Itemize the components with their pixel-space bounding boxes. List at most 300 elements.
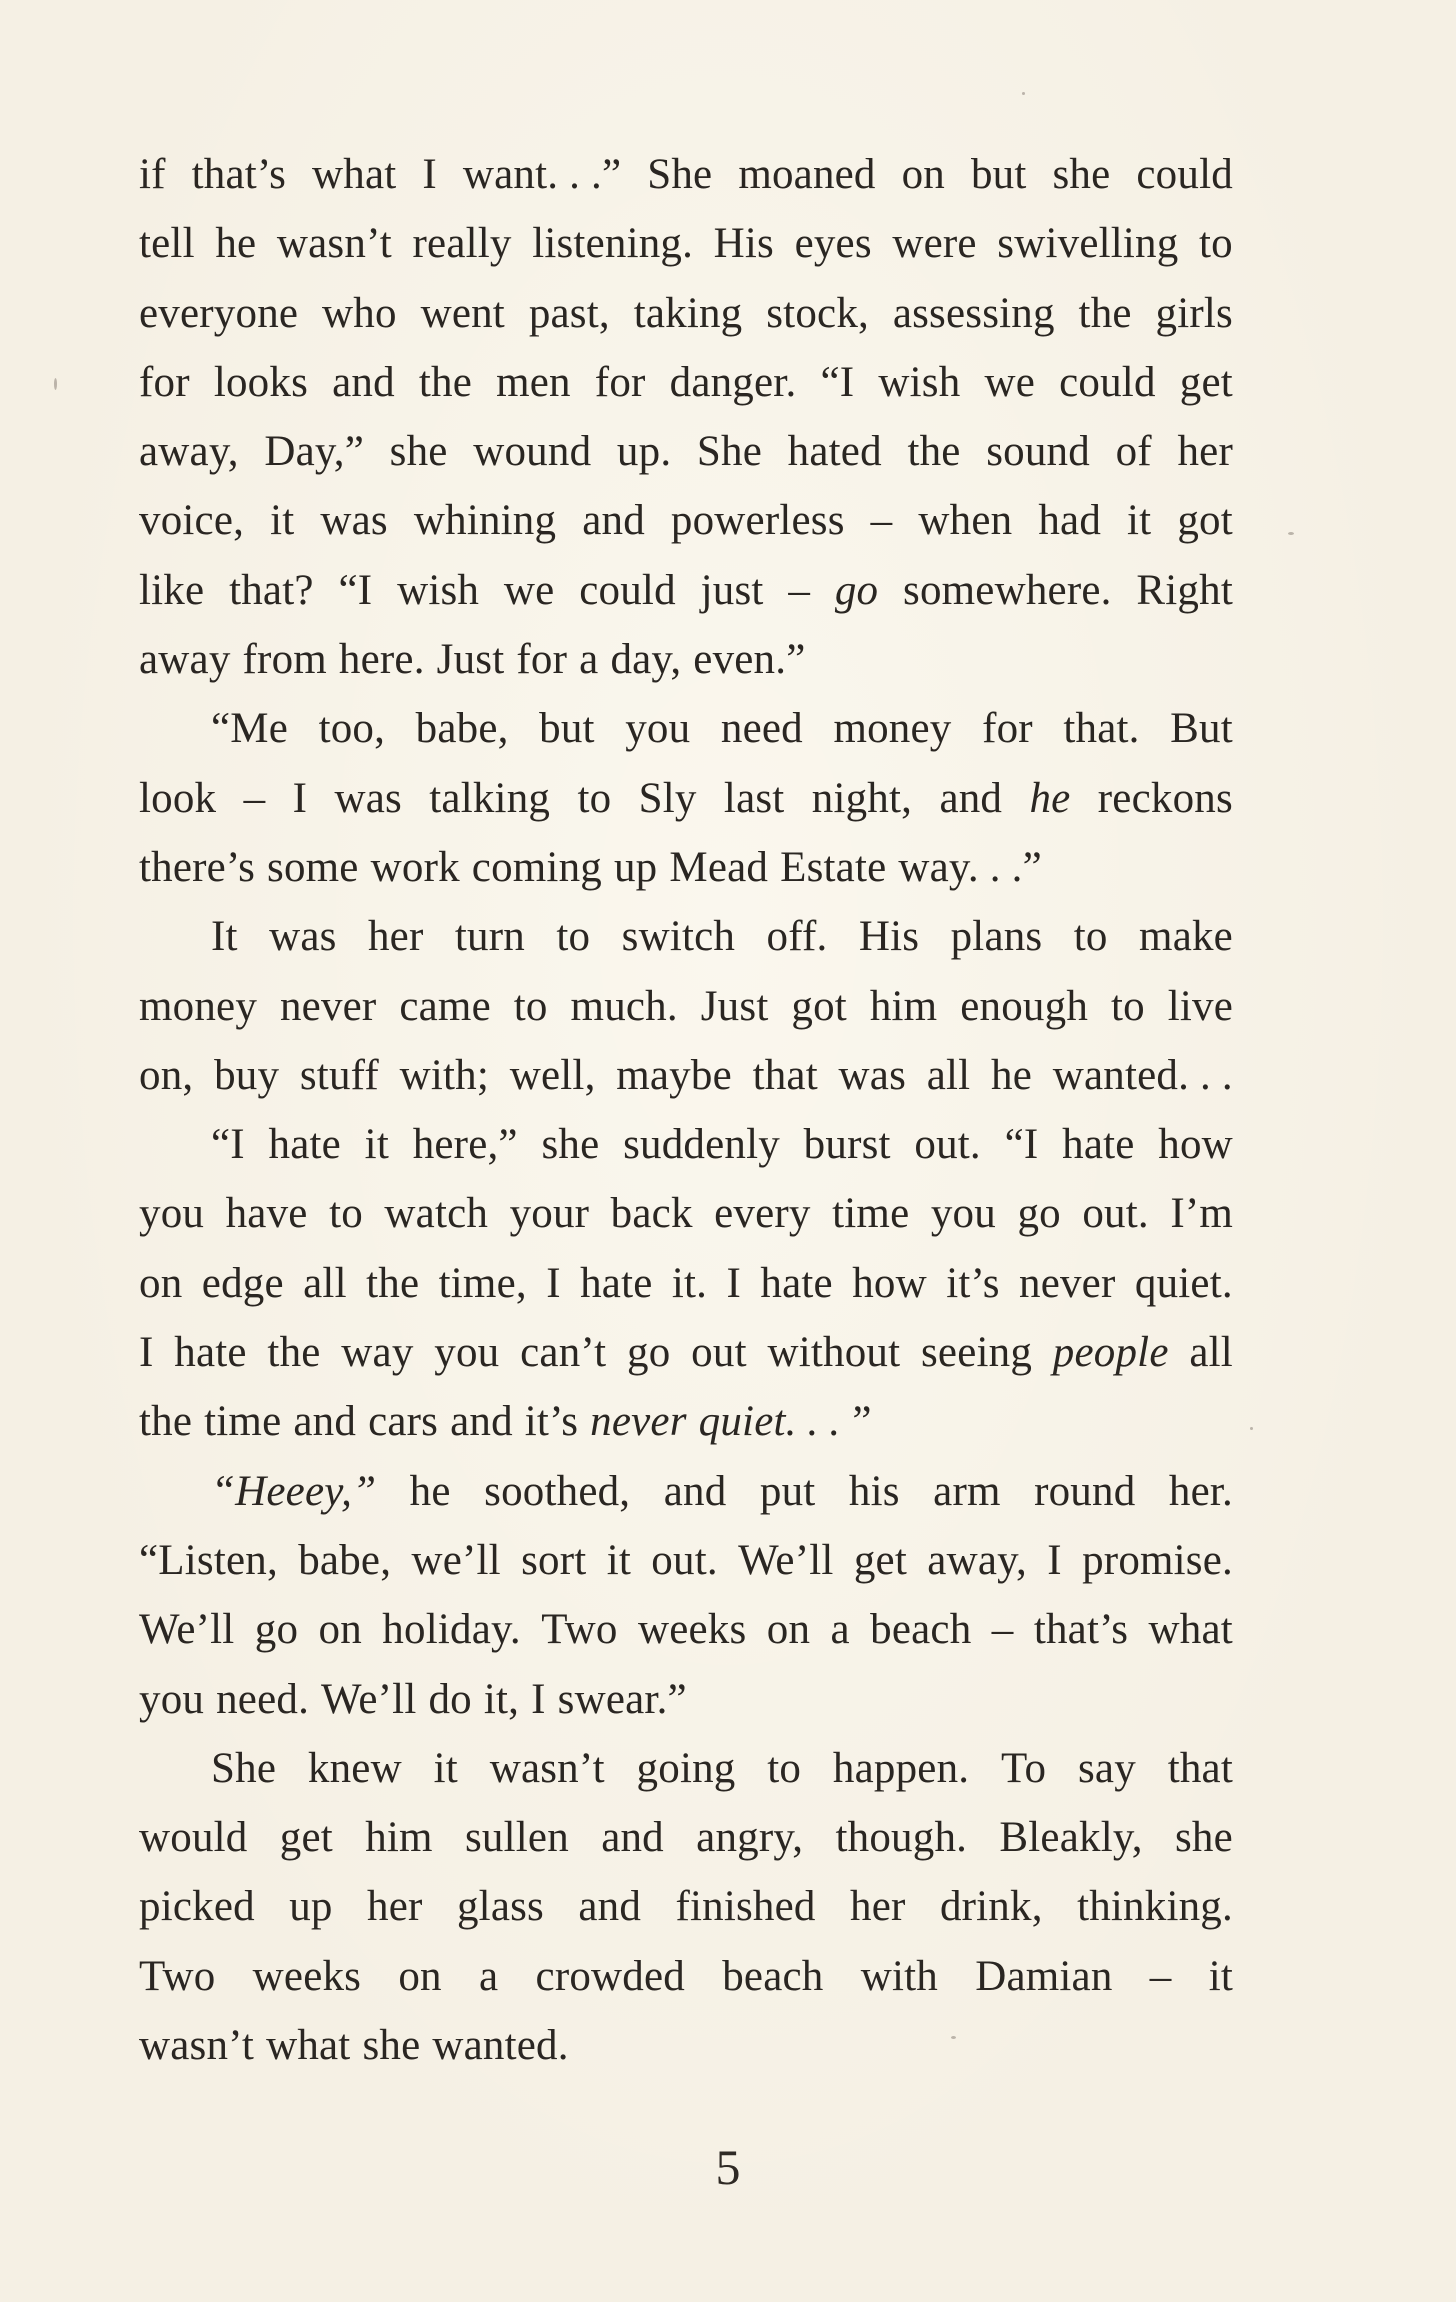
word: really (412, 220, 512, 268)
word: “Heeey,” (211, 1467, 377, 1515)
word: enough (960, 982, 1089, 1030)
word: got (791, 982, 847, 1030)
word: we’ll (411, 1536, 501, 1584)
word: and (582, 497, 645, 545)
word: talking (429, 774, 551, 822)
word: I (726, 1259, 742, 1307)
word: She (211, 1744, 277, 1792)
word: out. (914, 1121, 981, 1169)
word: I’m (1170, 1190, 1233, 1238)
word: for (516, 636, 568, 684)
word: and (939, 774, 1003, 822)
word: beach (722, 1952, 824, 2000)
word: that. (1063, 705, 1140, 753)
word: never (279, 982, 377, 1030)
word: quiet. (1134, 1259, 1233, 1307)
word: stock, (766, 289, 869, 337)
word: past, (528, 289, 610, 337)
word: to (1073, 913, 1108, 961)
word: out. (651, 1536, 718, 1584)
word: We’ll (738, 1536, 834, 1584)
word: was (334, 774, 402, 822)
word: need (720, 705, 803, 753)
word: you (625, 705, 691, 753)
word: day, (610, 636, 682, 684)
text-line (139, 2011, 1233, 2080)
text-line (139, 833, 1233, 902)
word: drink, (939, 1883, 1043, 1931)
text-line (139, 140, 1233, 209)
text-line (139, 1734, 1233, 1803)
word: came (399, 982, 491, 1030)
word: babe, (298, 1536, 392, 1584)
word: were (892, 220, 977, 268)
word: well, (509, 1051, 596, 1099)
word: and (450, 1398, 513, 1446)
word: she (541, 1121, 600, 1169)
word: – (243, 774, 266, 822)
word: to (329, 1190, 363, 1238)
word: it (364, 1121, 389, 1169)
word: hate (268, 1121, 341, 1169)
word: Just (436, 636, 505, 684)
word: we (503, 566, 555, 614)
word: Two (541, 1606, 618, 1654)
word: can’t (520, 1329, 607, 1377)
word: hated (787, 428, 882, 476)
text-line (139, 1595, 1233, 1664)
word: beach (870, 1606, 972, 1654)
word: it (606, 1536, 631, 1584)
word: but (970, 151, 1027, 198)
word: taking (633, 289, 743, 337)
word: she (1052, 151, 1111, 198)
word: you (139, 1190, 205, 1238)
word: money (139, 982, 258, 1030)
word: her (367, 1883, 423, 1931)
word: people (1052, 1329, 1169, 1377)
word: that’s (1033, 1606, 1129, 1654)
word: weeks (637, 1606, 747, 1654)
word: sound (986, 428, 1090, 476)
word: that? (229, 566, 314, 614)
text-line (139, 1665, 1233, 1734)
word: look (139, 774, 217, 822)
word: how (1158, 1121, 1233, 1169)
word: she (362, 2022, 421, 2070)
word: “I (338, 566, 373, 614)
word: To (1001, 1744, 1047, 1792)
word: Two (139, 1952, 216, 2000)
word: swear.” (557, 1675, 687, 1723)
word: promise. (1082, 1536, 1233, 1584)
word: off. (766, 913, 828, 961)
word: up (613, 843, 658, 891)
word: ” (852, 1398, 872, 1446)
word: go (254, 1606, 299, 1654)
word: for (139, 358, 190, 406)
word: some (267, 843, 359, 891)
page-speck (1288, 532, 1294, 535)
word: whining (413, 497, 557, 545)
word: I (546, 1259, 561, 1307)
word: a (579, 636, 599, 684)
word: “I (211, 1121, 245, 1169)
word: But (1170, 705, 1233, 753)
word: – (1149, 1952, 1172, 2000)
word: it’s (524, 1398, 579, 1446)
word: – (870, 497, 893, 545)
word: glass (456, 1883, 544, 1931)
word: We’ll (321, 1675, 417, 1723)
word: do (428, 1675, 472, 1723)
word: her. (1168, 1467, 1233, 1515)
word: watch (384, 1190, 489, 1238)
word: edge (201, 1259, 284, 1307)
word: put (759, 1467, 816, 1515)
word: switch (621, 913, 736, 961)
word: live (1167, 982, 1233, 1030)
word: him (365, 1814, 433, 1862)
text-line (139, 1457, 1233, 1526)
word: to (1110, 982, 1145, 1030)
word: seeing (920, 1329, 1033, 1377)
word: could (579, 566, 676, 614)
word: away, (927, 1536, 1027, 1584)
word: I (1047, 1536, 1062, 1584)
word: “I (1004, 1121, 1039, 1169)
word: you (434, 1329, 500, 1377)
word: powerless (670, 497, 845, 545)
word: to (577, 774, 612, 822)
word: say (1077, 1744, 1136, 1792)
word: wish (397, 566, 480, 614)
text-line (139, 209, 1233, 278)
word: looks (213, 358, 309, 406)
text-line (139, 972, 1233, 1041)
word: danger. (669, 358, 797, 406)
word: go (627, 1329, 671, 1377)
word: Mead (669, 843, 769, 891)
word: holiday. (382, 1606, 521, 1654)
word: him (869, 982, 938, 1030)
word: all (1189, 1329, 1233, 1377)
word: up (289, 1883, 333, 1931)
word: you (139, 1675, 205, 1723)
word: She (647, 151, 713, 198)
word: Day,” (264, 428, 365, 476)
word: the (139, 1398, 193, 1446)
text-line (139, 1387, 1233, 1456)
word: wish (878, 358, 961, 406)
word: and (601, 1814, 664, 1862)
text-line (139, 556, 1233, 625)
word: too, (318, 705, 386, 753)
text-line (139, 486, 1233, 555)
text-line (139, 1318, 1233, 1387)
word: up. (616, 428, 672, 476)
word: turn (454, 913, 525, 961)
word: she (389, 428, 448, 476)
text-line (139, 417, 1233, 486)
word: he (991, 1051, 1033, 1099)
word: time, (438, 1259, 527, 1307)
word: I (422, 151, 437, 198)
word: “Listen, (139, 1536, 278, 1584)
word: need. (216, 1675, 310, 1723)
body-text (139, 140, 1233, 2080)
word: knew (307, 1744, 402, 1792)
text-line (139, 1942, 1233, 2011)
word: it (1208, 1952, 1233, 2000)
word: what (266, 2022, 351, 2070)
word: Sly (638, 774, 697, 822)
word: away (139, 636, 231, 684)
word: here. (338, 636, 425, 684)
page-speck (1250, 1427, 1253, 1430)
word: that (752, 1051, 818, 1099)
text-line (139, 1041, 1233, 1110)
word: picked (139, 1883, 255, 1931)
word: but (539, 705, 595, 753)
word: going (636, 1744, 736, 1792)
word: go (1017, 1190, 1061, 1238)
word: round (1034, 1467, 1136, 1515)
word: to (556, 913, 591, 961)
word: listening. (532, 220, 694, 268)
word: her (1177, 428, 1233, 476)
word: here,” (412, 1121, 518, 1169)
word: get (1179, 358, 1233, 406)
text-line (139, 1179, 1233, 1248)
word: his (848, 1467, 900, 1515)
word: maybe (616, 1051, 732, 1099)
word: last (723, 774, 785, 822)
word: with (860, 1952, 938, 2000)
word: you (930, 1190, 996, 1238)
word: and (578, 1883, 642, 1931)
word: “I (820, 358, 855, 406)
word: on (318, 1606, 362, 1654)
word: She (696, 428, 763, 476)
word: way (341, 1329, 414, 1377)
word: it (1127, 497, 1152, 545)
page-number: 5 (715, 2139, 741, 2195)
word: tell (139, 220, 195, 268)
word: crowded (535, 1952, 685, 2000)
word: time (204, 1398, 282, 1446)
word: and (332, 358, 395, 406)
word: hate (1062, 1121, 1135, 1169)
word: the (366, 1259, 420, 1307)
word: want. . .” (462, 151, 622, 198)
word: on (901, 151, 946, 198)
word: thinking. (1077, 1883, 1233, 1931)
word: it (270, 497, 295, 545)
word: even.” (693, 636, 806, 684)
word: – (991, 1606, 1014, 1654)
word: the (267, 1329, 321, 1377)
word: like (139, 566, 205, 614)
word: that’s (191, 151, 287, 198)
word: girls (1155, 289, 1233, 337)
word: weeks (252, 1952, 362, 2000)
word: get (279, 1814, 333, 1862)
word: Just (700, 982, 769, 1030)
word: all (303, 1259, 347, 1307)
word: sort (521, 1536, 587, 1584)
word: assessing (892, 289, 1055, 337)
text-line (139, 1110, 1233, 1179)
word: wasn’t (276, 220, 392, 268)
word: hate (760, 1259, 833, 1307)
word: that (1167, 1744, 1233, 1792)
word: arm (933, 1467, 1001, 1515)
word: never (590, 1398, 687, 1446)
word: with; (399, 1051, 490, 1099)
word: Estate (780, 843, 887, 891)
word: when (918, 497, 1013, 545)
word: would (139, 1814, 248, 1862)
word: coming (471, 843, 602, 891)
word: and (663, 1467, 727, 1515)
word: he (1029, 774, 1071, 822)
word: it (433, 1744, 458, 1792)
word: the (907, 428, 961, 476)
word: buy (214, 1051, 280, 1099)
word: Bleakly, (999, 1814, 1143, 1862)
word: what (1148, 1606, 1233, 1654)
word: time (832, 1190, 910, 1238)
word: everyone (139, 289, 299, 337)
word: out. (1082, 1190, 1149, 1238)
word: somewhere. (903, 566, 1112, 614)
word: he (215, 220, 257, 268)
text-line (139, 1872, 1233, 1941)
word: was (269, 913, 337, 961)
word: Right (1136, 566, 1233, 614)
word: on (139, 1259, 183, 1307)
word: way. . .” (898, 843, 1042, 891)
word: out (691, 1329, 747, 1377)
word: her (850, 1883, 906, 1931)
text-line (139, 694, 1233, 763)
word: wanted. . . (1052, 1051, 1233, 1099)
word: soothed, (484, 1467, 631, 1515)
word: all (926, 1051, 971, 1099)
word: the (1078, 289, 1132, 337)
word: have (225, 1190, 308, 1238)
text-line (139, 1803, 1233, 1872)
word: if (139, 151, 166, 198)
word: had (1038, 497, 1102, 545)
word: go (834, 566, 879, 614)
word: never (1019, 1259, 1116, 1307)
word: work (370, 843, 460, 891)
word: what (311, 151, 397, 198)
page-speck (54, 378, 57, 390)
word: money (833, 705, 952, 753)
word: hate (580, 1259, 653, 1307)
word: moaned (738, 151, 876, 198)
word: the (418, 358, 472, 406)
word: could (1059, 358, 1156, 406)
word: to (513, 982, 548, 1030)
text-line (139, 1249, 1233, 1318)
word: His (858, 913, 920, 961)
word: suddenly (623, 1121, 780, 1169)
word: on, (139, 1051, 194, 1099)
word: eyes (794, 220, 872, 268)
word: went (420, 289, 505, 337)
word: cars (368, 1398, 439, 1446)
word: reckons (1097, 774, 1233, 822)
word: we (984, 358, 1036, 406)
word: His (713, 220, 774, 268)
word: plans (950, 913, 1043, 961)
word: happen. (832, 1744, 970, 1792)
word: wound (473, 428, 592, 476)
word: away, (139, 428, 239, 476)
text-line (139, 625, 1233, 694)
word: how (852, 1259, 927, 1307)
word: from (242, 636, 327, 684)
word: he (409, 1467, 451, 1515)
word: and (293, 1398, 357, 1446)
word: there’s (139, 843, 256, 891)
word: of (1115, 428, 1152, 476)
word: a (479, 1952, 499, 2000)
text-line (139, 348, 1233, 417)
text-line (139, 902, 1233, 971)
word: – (788, 566, 811, 614)
word: It (211, 913, 238, 961)
word: I (531, 1675, 546, 1723)
page-speck (1022, 92, 1025, 95)
word: get (853, 1536, 907, 1584)
word: for (594, 358, 646, 406)
word: was (838, 1051, 907, 1099)
word: it, (483, 1675, 520, 1723)
word: finished (675, 1883, 816, 1931)
word: on (398, 1952, 442, 2000)
word: sullen (464, 1814, 569, 1862)
word: wanted. (432, 2022, 569, 2070)
word: quiet. . . (698, 1398, 841, 1446)
word: “Me (211, 705, 289, 753)
word: night, (811, 774, 913, 822)
word: wasn’t (139, 2022, 255, 2070)
word: stuff (299, 1051, 379, 1099)
word: every (714, 1190, 811, 1238)
word: We’ll (139, 1606, 235, 1654)
word: for (982, 705, 1033, 753)
word: angry, (696, 1814, 804, 1862)
word: burst (803, 1121, 891, 1169)
word: she (1174, 1814, 1233, 1862)
word: swivelling (997, 220, 1179, 268)
word: was (320, 497, 388, 545)
word: just (700, 566, 764, 614)
word: hate (174, 1329, 247, 1377)
text-line (139, 279, 1233, 348)
word: back (610, 1190, 693, 1238)
word: though. (835, 1814, 968, 1862)
word: who (322, 289, 397, 337)
word: got (1177, 497, 1233, 545)
word: to (767, 1744, 802, 1792)
word: a (830, 1606, 850, 1654)
